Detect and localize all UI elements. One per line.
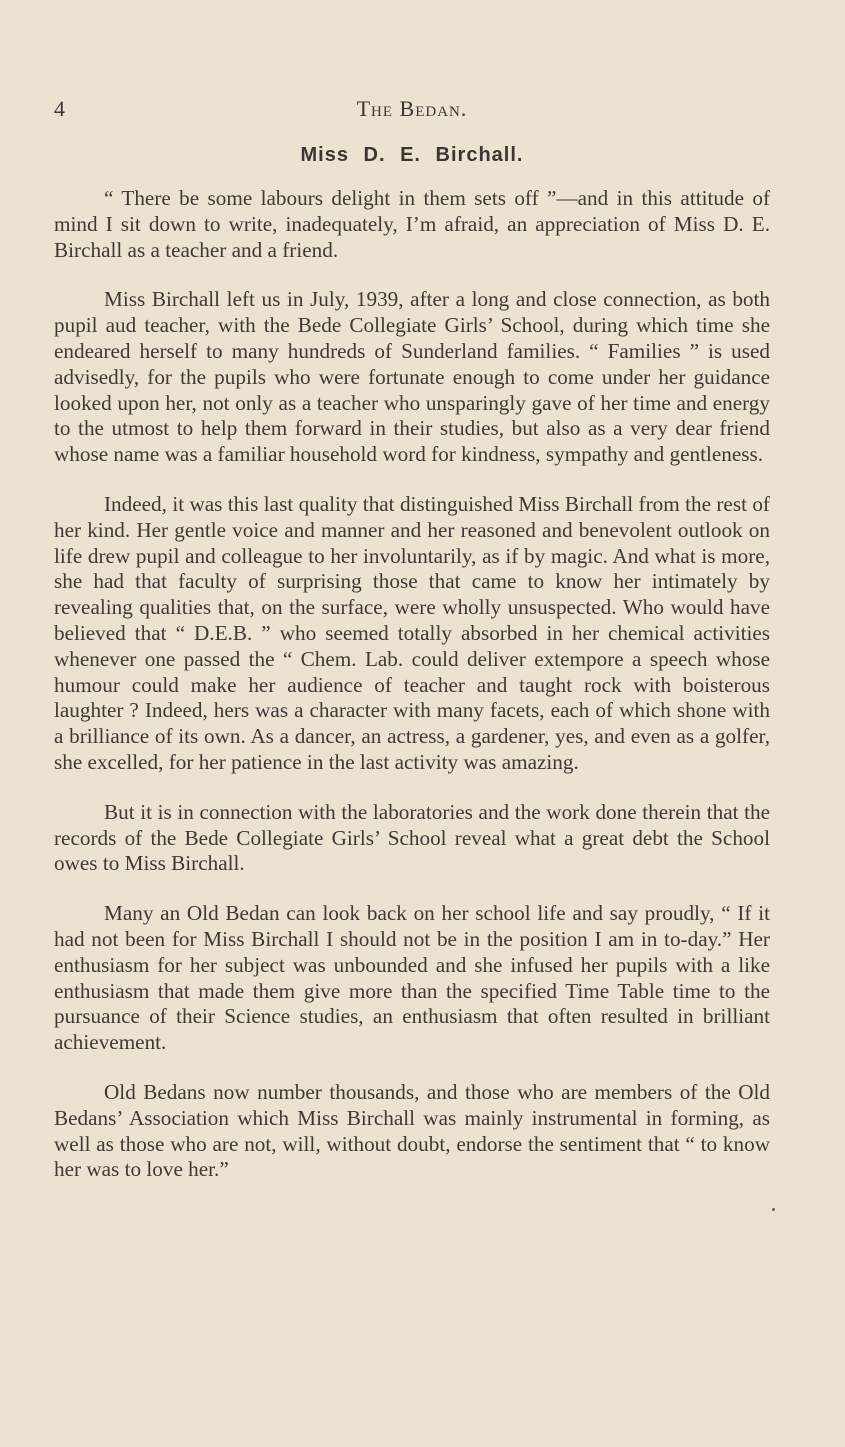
paragraph: Miss Birchall left us in July, 1939, after a long and close connection, as both pupil aud teacher, with the Bede Collegiate Girls’ School, during which time she endeared herself to many hundreds of Sunderland families. “ Families ” is used advisedly, for the pupils who were fortunate enough to come under her guidance looked upon her, not only as a teacher who unsparingly gave of her time and energy to the utmost to help them forward in their studies, but also as a very dear friend whose name was a familiar household word for kindness, sympathy and gentleness.: [54, 287, 770, 467]
paragraph: Indeed, it was this last quality that distinguished Miss Birchall from the rest of her kind. Her gentle voice and manner and her reasoned and benevolent outlook on life drew pupil and colleague to her involuntarily, as if by magic. And what is more, she had that faculty of surprising those that came to know her intimately by revealing qualities that, on the surface, were wholly unsuspected. Who would have believed that “ D.E.B. ” who seemed totally absorbed in her chemical activities whenever one passed the “ Chem. Lab. could deliver extempore a speech whose humour could make her audience of teacher and taught rock with boisterous laughter ? Indeed, hers was a character with many facets, each of which shone with a brilliance of its own. As a dancer, an actress, a gardener, yes, and even as a golfer, she excelled, for her patience in the last activity was amazing.: [54, 491, 770, 774]
paragraph: “ There be some labours delight in them sets off ”—and in this attitude of mind I sit down to write, inadequately, I’m afraid, an appreciation of Miss D. E. Birchall as a teacher and a friend.: [54, 186, 770, 262]
article-title: Miss D. E. Birchall.: [300, 144, 524, 166]
paragraph: Many an Old Bedan can look back on her school life and say proudly, “ If it had not been for Miss Birchall I should not be in the position I am in to-day.” Her enthusiasm for her subject was unbounded and she infused her pupils with a like enthusiasm that made them give more than the specified Time Table time to the pursuance of their Science studies, an enthusiasm that often resulted in brilliant achievement.: [54, 901, 770, 1055]
paragraph: But it is in connection with the laboratories and the work done therein that the records of the Bede Collegiate Girls’ School reveal what a great debt the School owes to Miss Birchall.: [54, 799, 770, 876]
page-number: 4: [54, 96, 65, 121]
page-header: [54, 96, 770, 130]
running-title: The Bedan.: [356, 96, 468, 121]
paragraph: Old Bedans now number thousands, and those who are members of the Old Bedans’ Association which Miss Birchall was mainly instrumental in forming, as well as those who are not, will, without doubt, endorse the sentiment that “ to know her was to love her.”: [54, 1079, 770, 1182]
margin-speck: [772, 1208, 775, 1211]
article-body: [54, 186, 770, 1207]
